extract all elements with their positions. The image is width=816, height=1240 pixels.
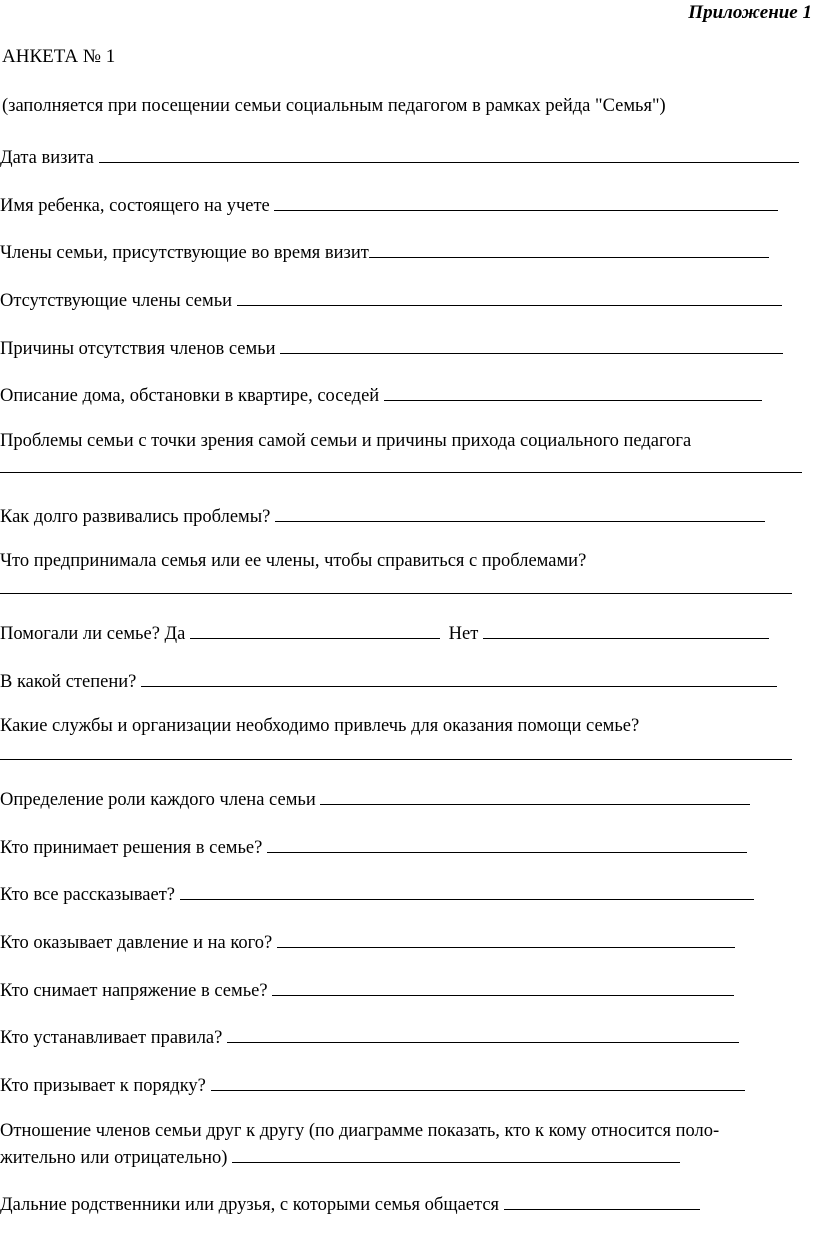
problems-field[interactable] bbox=[0, 472, 802, 473]
rules-label: Кто устанавливает правила? bbox=[0, 1028, 223, 1048]
relatives-row bbox=[0, 1193, 700, 1216]
rules-row bbox=[0, 1026, 739, 1049]
order-row bbox=[0, 1074, 745, 1097]
relations-row-2 bbox=[0, 1146, 680, 1169]
appendix-label: Приложение 1 bbox=[688, 2, 812, 23]
roles-field[interactable] bbox=[320, 788, 750, 805]
tells-all-row bbox=[0, 883, 754, 906]
help-no-field[interactable] bbox=[483, 622, 769, 639]
home-description-label: Описание дома, обстановки в квартире, соседей bbox=[0, 386, 380, 406]
problem-duration-field[interactable] bbox=[275, 505, 765, 522]
child-name-row bbox=[0, 194, 778, 217]
decisions-label: Кто принимает решения в семье? bbox=[0, 838, 263, 858]
pressure-row bbox=[0, 931, 735, 954]
home-description-field[interactable] bbox=[384, 384, 762, 401]
services-row bbox=[0, 716, 639, 737]
present-members-field[interactable] bbox=[369, 241, 769, 258]
help-row bbox=[0, 622, 769, 645]
decisions-field[interactable] bbox=[267, 836, 747, 853]
present-members-label: Члены семьи, присутствующие во время визит bbox=[0, 243, 369, 263]
tells-all-label: Кто все рассказывает? bbox=[0, 885, 176, 905]
degree-row bbox=[0, 670, 777, 693]
relations-label-1: Отношение членов семьи друг к другу (по диаграмме показать, кто к кому относится поло- bbox=[0, 1121, 720, 1141]
absent-members-label: Отсутствующие члены семьи bbox=[0, 291, 233, 311]
problem-duration-label: Как долго развивались проблемы? bbox=[0, 507, 271, 527]
visit-date-row bbox=[0, 146, 799, 169]
form-title: АНКЕТА № 1 bbox=[2, 46, 116, 67]
tension-label: Кто снимает напряжение в семье? bbox=[0, 981, 268, 1001]
pressure-field[interactable] bbox=[277, 931, 735, 948]
coping-row bbox=[0, 551, 586, 572]
rules-field[interactable] bbox=[227, 1026, 739, 1043]
pressure-label: Кто оказывает давление и на кого? bbox=[0, 933, 273, 953]
relations-label-2: жительно или отрицательно) bbox=[0, 1148, 228, 1168]
coping-label: Что предпринимала семья или ее члены, чтобы справиться с проблемами? bbox=[0, 551, 587, 571]
problems-row bbox=[0, 431, 691, 452]
absent-members-row bbox=[0, 289, 782, 312]
degree-field[interactable] bbox=[141, 670, 777, 687]
home-description-row bbox=[0, 384, 762, 407]
child-name-label: Имя ребенка, состоящего на учете bbox=[0, 196, 270, 216]
tension-row bbox=[0, 979, 734, 1002]
help-yes-field[interactable] bbox=[190, 622, 440, 639]
tension-field[interactable] bbox=[272, 979, 734, 996]
relations-row-1 bbox=[0, 1121, 719, 1142]
roles-row bbox=[0, 788, 750, 811]
absence-reasons-field[interactable] bbox=[280, 337, 783, 354]
relations-field[interactable] bbox=[232, 1146, 680, 1163]
decisions-row bbox=[0, 836, 747, 859]
order-label: Кто призывает к порядку? bbox=[0, 1076, 206, 1096]
degree-label: В какой степени? bbox=[0, 672, 137, 692]
tells-all-field[interactable] bbox=[180, 883, 754, 900]
relatives-label: Дальние родственники или друзья, с которыми семья общается bbox=[0, 1195, 500, 1215]
services-field[interactable] bbox=[0, 759, 792, 760]
help-yes-label: Помогали ли семье? Да bbox=[0, 624, 186, 644]
present-members-row bbox=[0, 241, 769, 264]
relatives-field[interactable] bbox=[504, 1193, 700, 1210]
visit-date-field[interactable] bbox=[99, 146, 799, 163]
help-no-label: Нет bbox=[448, 624, 479, 644]
problem-duration-row bbox=[0, 505, 765, 528]
absence-reasons-label: Причины отсутствия членов семьи bbox=[0, 339, 276, 359]
problems-label: Проблемы семьи с точки зрения самой семьи и причины прихода социального педагога bbox=[0, 431, 692, 451]
coping-field[interactable] bbox=[0, 593, 792, 594]
absent-members-field[interactable] bbox=[237, 289, 782, 306]
visit-date-label: Дата визита bbox=[0, 148, 94, 168]
absence-reasons-row bbox=[0, 337, 783, 360]
order-field[interactable] bbox=[211, 1074, 745, 1091]
roles-label: Определение роли каждого члена семьи bbox=[0, 790, 316, 810]
child-name-field[interactable] bbox=[274, 194, 778, 211]
form-subtitle: (заполняется при посещении семьи социальным педагогом в рамках рейда "Семья") bbox=[2, 96, 666, 116]
services-label: Какие службы и организации необходимо привлечь для оказания помощи семье? bbox=[0, 716, 640, 736]
